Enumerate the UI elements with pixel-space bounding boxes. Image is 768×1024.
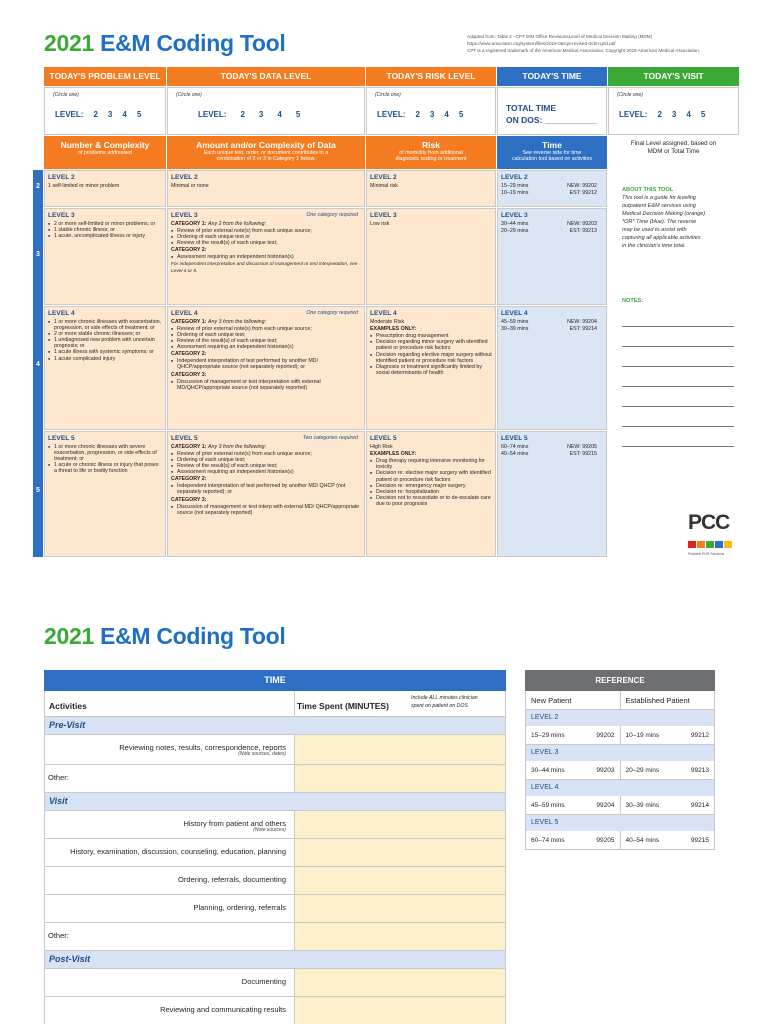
time-input[interactable]: [295, 923, 505, 950]
section-post-visit: Post-Visit: [44, 951, 506, 969]
section-visit: Visit: [44, 793, 506, 811]
time-input[interactable]: [295, 997, 505, 1024]
mdm-grid: [33, 67, 739, 557]
time-input[interactable]: [295, 969, 505, 996]
data-level-select[interactable]: (Circle one) LEVEL: 2 3 4 5: [167, 87, 365, 135]
l4-data: LEVEL 4 One category required CATEGORY 1: Any 3 from the following: ■ Review of prior external note(s) from each unique source; ■ Ordering of each unique test; ■ Review of the result(s) of each unique test; ■ Assessment requiring an independent historian(s) CATEGORY 2: ■ Independent interpretation of test performed by another MD/ QHCP/appropriate source (not separately reported); or CATEGORY 3: ■ Discussion of management or test interpretation with external MD/QHCP/appropriate source (not separately reported): [167, 306, 365, 430]
side-level-3: 3: [36, 251, 40, 258]
note-line[interactable]: [622, 406, 734, 407]
reference-table: [525, 670, 715, 850]
row-reviewing-notes: Reviewing notes, results, correspondence, reports (Note sources, dates): [44, 735, 506, 765]
l5-time: LEVEL 5 60–74 mins NEW: 99205 40–54 mins EST: 99215: [497, 431, 607, 557]
header-data: TODAY'S DATA LEVEL: [167, 67, 365, 86]
risk-level-select[interactable]: (Circle one) LEVEL: 2 3 4 5: [366, 87, 496, 135]
row-reviewing-results: Reviewing and communicating results: [44, 997, 506, 1024]
l3-risk: LEVEL 3 Low risk: [366, 208, 496, 305]
note-line[interactable]: [622, 346, 734, 347]
row-documenting: Documenting: [44, 969, 506, 997]
ref-row: 60–74 mins 99205 40–54 mins 99215: [525, 831, 715, 850]
row-exam: History, examination, discussion, counseling, education, planning: [44, 839, 506, 867]
page1-title: 2021 E&M Coding Tool: [44, 30, 286, 56]
l2-problem: LEVEL 2 1 self-limited or minor problem: [44, 170, 166, 207]
row-history: History from patient and others (Note sources): [44, 811, 506, 839]
reference-columns: New Patient Established Patient: [525, 691, 715, 710]
pcc-square: [697, 541, 705, 548]
note-line[interactable]: [622, 366, 734, 367]
total-time-field[interactable]: TOTAL TIME ON DOS: ___________: [497, 87, 607, 135]
about-tool: ABOUT THIS TOOL This tool is a guide for leveling outpatient E&M services using Medical Decision Making (orange) *OR* Time (blue). The reverse may be used to assist with capturing all applicable activities in the clinician's time total.: [622, 187, 706, 249]
pcc-square: [706, 541, 714, 548]
pcc-square: [688, 541, 696, 548]
note-line[interactable]: [622, 386, 734, 387]
l3-data: LEVEL 3 One category required CATEGORY 1: Any 2 from the following: ■ Review of prior external note(s) from each unique source; ■ Ordering of each unique test or ■ Review of the result(s) of each unique test; CATEGORY 2: ■ Assessment requiring an independent historian(s) For independent interpretation and discussion of management or test interpretation, see Level 4 or 5.: [167, 208, 365, 305]
problem-level-select[interactable]: (Circle one) LEVEL: 2 3 4 5: [44, 87, 166, 135]
subheader-problem: Number & Complexity of problems addressed: [44, 136, 166, 169]
side-level-5: 5: [36, 487, 40, 494]
time-input[interactable]: [295, 839, 505, 866]
note-line[interactable]: [622, 326, 734, 327]
l3-problem: LEVEL 3 ■ 2 or more self-limited or minor problems; or ■ 1 stable chronic illness; or ■ 1 acute, uncomplicated illness or injury: [44, 208, 166, 305]
time-input[interactable]: [295, 765, 505, 792]
row-planning: Planning, ordering, referrals: [44, 895, 506, 923]
pcc-logo: PCC: [688, 511, 730, 534]
header-time: TODAY'S TIME: [497, 67, 607, 86]
l5-risk: LEVEL 5 High Risk EXAMPLES ONLY: ■ Drug therapy requiring intensive monitoring for toxicity ■ Decision re: elective major surgery with identified patient or procedure risk factors ■ Decision re: emergency major surgery ■ Decision re: hospitalization ■ Decision not to resuscitate or to de-escalate care due to poor prognosis: [366, 431, 496, 557]
l2-time: LEVEL 2 15–29 mins NEW: 99202 10–19 mins EST: 99212: [497, 170, 607, 207]
visit-level-select[interactable]: (Circle one) LEVEL: 2 3 4 5: [608, 87, 739, 135]
pcc-logo-squares: [688, 541, 732, 548]
subheader-visit: Final Level assigned, based on MDM or Total Time: [608, 136, 739, 169]
time-input[interactable]: [295, 867, 505, 894]
row-other-pre: Other:: [44, 765, 506, 793]
l5-data: LEVEL 5 Two categories required CATEGORY 1: Any 3 from the following: ■ Review of prior external note(s) from each unique source; ■ Ordering of each unique test; ■ Review of the result(s) of each unique test; ■ Assessment requiring an independent historian(s) CATEGORY 2: ■ Independent interpretation of test performed by another MD/ QHCP (not separately reported); or CATEGORY 3: ■ Discussion of management or test interp with external MD/ QHCP/appropriate source (not separately reported): [167, 431, 365, 557]
l4-risk: LEVEL 4 Moderate Risk EXAMPLES ONLY: ■ Prescription drug management ■ Decision regarding minor surgery with identified patient or procedure risk factors ■ Decision regarding elective major surgery without identified patient or procedure risk factors ■ Diagnosis or treatment significantly limited by social determinants of health: [366, 306, 496, 430]
header-risk: TODAY'S RISK LEVEL: [366, 67, 496, 86]
row-ordering: Ordering, referrals, documenting: [44, 867, 506, 895]
ref-row: 30–44 mins 99203 20–29 mins 99213: [525, 761, 715, 780]
note-line[interactable]: [622, 446, 734, 447]
section-pre-visit: Pre-Visit: [44, 717, 506, 735]
notes-label: NOTES:: [622, 298, 644, 304]
subheader-risk: Risk of morbidity from additional diagnostic testing or treatment: [366, 136, 496, 169]
pcc-tagline: Pediatric EHR Solutions: [688, 552, 725, 556]
time-input[interactable]: [295, 811, 505, 838]
side-level-2: 2: [36, 183, 40, 190]
time-header: TIME: [44, 670, 506, 691]
time-columns: Activities Time Spent (MINUTES) Include ALL minutes clinician spent on patient on DOS: [44, 691, 506, 717]
subheader-time: Time See reverse side for time calculation tool based on activities: [497, 136, 607, 169]
source-note: Adapted from: Table 2 –CPT E/M Office RevisionsLevel of Medical Decision Making (MDM) https://www.ama-assn.org/system/files/2019-06/cpt-revised-mdm-grid.pdf CPT is a registered trademark of the American Medical Association. Copyright 2019 American Medical Association.: [467, 34, 701, 53]
ref-level: LEVEL 4: [525, 780, 715, 796]
l3-time: LEVEL 3 30–44 mins NEW: 99203 20–29 mins EST: 99213: [497, 208, 607, 305]
subheader-data: Amount and/or Complexity of Data Each unique test, order, or document contributes to a combination of 2 or 3 in Category 1 below.: [167, 136, 365, 169]
row-other-visit: Other:: [44, 923, 506, 951]
reference-header: REFERENCE: [525, 670, 715, 691]
l5-problem: LEVEL 5 ■ 1 or more chronic illnesses with severe exacerbation, progression, or side effects of treatment; or ■ 1 acute or chronic illness or injury that poses a threat to life or bodily function: [44, 431, 166, 557]
time-table: [44, 670, 506, 1024]
ref-row: 45–59 mins 99204 30–39 mins 99214: [525, 796, 715, 815]
l2-risk: LEVEL 2 Minimal risk: [366, 170, 496, 207]
pcc-square: [715, 541, 723, 548]
note-line[interactable]: [622, 426, 734, 427]
side-level-4: 4: [36, 361, 40, 368]
page2-title: 2021 E&M Coding Tool: [44, 623, 286, 649]
ref-level: LEVEL 5: [525, 815, 715, 831]
time-input[interactable]: [295, 735, 505, 764]
header-visit: TODAY'S VISIT: [608, 67, 739, 86]
ref-level: LEVEL 3: [525, 745, 715, 761]
pcc-square: [724, 541, 732, 548]
l2-data: LEVEL 2 Minimal or none: [167, 170, 365, 207]
ref-level: LEVEL 2: [525, 710, 715, 726]
time-input[interactable]: [295, 895, 505, 922]
l4-time: LEVEL 4 45–59 mins NEW: 99204 30–39 mins EST: 99214: [497, 306, 607, 430]
header-problem: TODAY'S PROBLEM LEVEL: [44, 67, 166, 86]
l4-problem: LEVEL 4 ■ 1 or more chronic illnesses with exacerbation, progression, or side effects of treatment; or ■ 2 or more stable chronic illnesses; or ■ 1 undiagnosed new problem with uncertain prognosis; or ■ 1 acute illness with systemic symptoms; or ■ 1 acute complicated injury: [44, 306, 166, 430]
ref-row: 15–29 mins 99202 10–19 mins 99212: [525, 726, 715, 745]
